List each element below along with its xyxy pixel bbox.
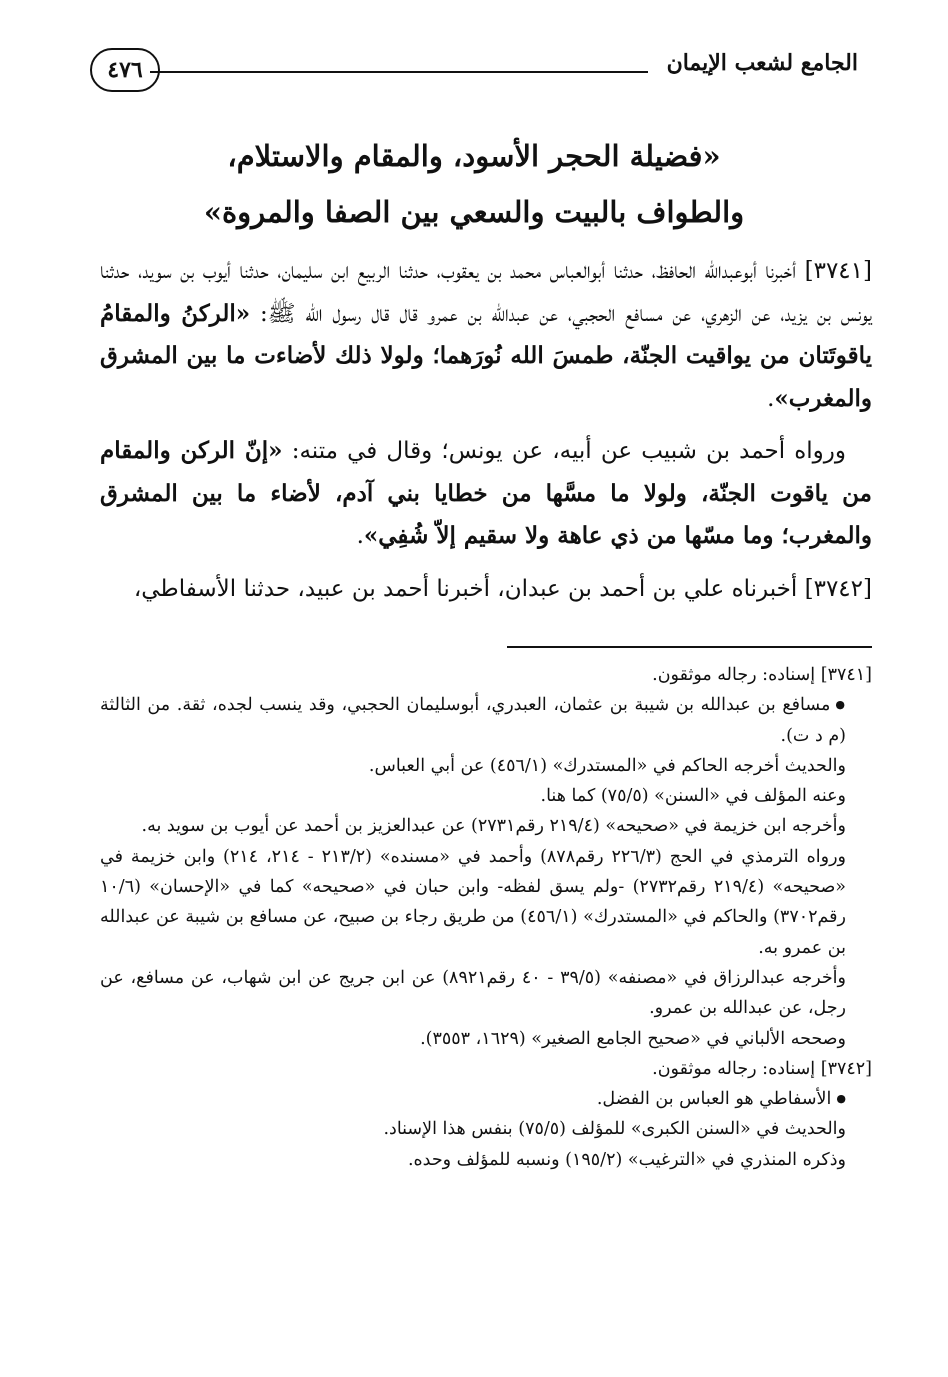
running-title: الجامع لشعب الإيمان xyxy=(666,50,858,76)
footnote-line: وعنه المؤلف في «السنن» (٧٥/٥) كما هنا. xyxy=(540,786,846,807)
narration-matn: «إنّ الركن والمقام من ياقوت الجنّة، ولولا ما مسَّها من خطايا بني آدم، لأضاء ما بين المشرق والمغرب؛ وما مسّها من ذي عاهة ولا سقيم إلاّ شُفِي» xyxy=(100,437,872,549)
page-number: ٤٧٦ xyxy=(90,48,160,92)
footnote-line: وأخرجه ابن خزيمة في «صحيحه» (٢١٩/٤ رقم٢٧٣١) عن عبدالعزيز بن أحمد عن أيوب بن سويد به. xyxy=(141,816,846,837)
footnote-line: وذكره المنذري في «الترغيب» (١٩٥/٢) ونسبه للمؤلف وحده. xyxy=(407,1149,846,1170)
hadith-3742 xyxy=(100,568,872,611)
footnote-narrator-note: ● الأسفاطي هو العباس بن الفضل. xyxy=(100,1084,872,1114)
footnote-line: ورواه الترمذي في الحج (٢٢٦/٣ رقم٨٧٨) وأحمد في «مسنده» (٢١٣/٢ - ٢١٤، ٢١٤) وابن خزيمة في «صحيحه» (٢١٩/٤ رقم٢٧٣٢) -ولم يسق لفظه- وابن حبان في «صحيحه» كما في «الإحسان» (١٠/٦ رقم٣٧٠٢) والحاكم في «المستدرك» (٤٥٦/١) من طريق رجاء بن صبيح، عن مسافع بن شيبة عن عبدالله بن عمرو به. xyxy=(100,846,847,958)
hadith-number: [٣٧٤١] xyxy=(804,258,872,284)
narration-end: . xyxy=(356,523,364,549)
hadith-3741 xyxy=(100,250,872,420)
chapter-title-line-1: «فضيلة الحجر الأسود، والمقام والاستلام، xyxy=(227,139,721,173)
footnote-line: وصححه الألباني في «صحيح الجامع الصغير» (١٦٢٩، ٣٥٥٣). xyxy=(420,1028,846,1049)
main-text xyxy=(100,250,872,620)
footnote-3741-heading: [٣٧٤١] إسناده: رجاله موثقون. xyxy=(652,665,872,685)
footnote-line: والحديث أخرجه الحاكم في «المستدرك» (٤٥٦/١) عن أبي العباس. xyxy=(368,755,846,776)
chapter-title xyxy=(100,128,848,240)
hadith-isnad: أخبرنا أبوعبدالله الحافظ، حدثنا أبوالعباس محمد بن يعقوب، حدثنا الربيع ابن سليمان، حدثنا أيوب بن سويد، حدثنا يونس بن يزيد، عن الزهري، عن مسافع الحجبي، عن عبدالله بن عمرو قال قال رسول الله ﷺ: xyxy=(100,258,872,327)
hadith-matn: «الركنُ والمقامُ ياقوتَتان من يواقيت الجنّة، طمسَ الله نُورَهما؛ ولولا ذلك لأضاءت ما بين المشرق والمغرب» xyxy=(100,299,872,412)
footnote-narrator-note: ● مسافع بن عبدالله بن شيبة بن عثمان، العبدري، أبوسليمان الحجبي، وقد ينسب لجده، ثقة. من الثالثة (م د ت). xyxy=(100,690,872,751)
header-rule xyxy=(150,71,648,73)
alternate-narration xyxy=(100,430,872,558)
footnote-separator xyxy=(507,646,872,648)
footnote-line: والحديث في «السنن الكبرى» للمؤلف (٧٥/٥) بنفس هذا الإسناد. xyxy=(383,1119,846,1140)
footnote-3742-heading: [٣٧٤٢] إسناده: رجاله موثقون. xyxy=(652,1058,872,1079)
footnotes xyxy=(100,660,872,1175)
footnote-line: وأخرجه عبدالرزاق في «مصنفه» (٣٩/٥ - ٤٠ رقم٨٩٢١) عن ابن جريج عن ابن شهاب، عن مسافع، عن رجل، عن عبدالله بن عمرو. xyxy=(100,967,846,1019)
hadith-end: . xyxy=(767,385,775,412)
hadith-number: [٣٧٤٢] xyxy=(804,575,872,602)
narration-intro: ورواه أحمد بن شبيب عن أبيه، عن يونس؛ وقال في متنه: xyxy=(282,438,846,464)
page-header xyxy=(60,40,888,110)
hadith-isnad: أخبرناه علي بن أحمد بن عبدان، أخبرنا أحمد بن عبيد، حدثنا الأسفاطي، xyxy=(133,575,805,602)
chapter-title-line-2: والطواف بالبيت والسعي بين الصفا والمروة» xyxy=(203,195,745,229)
